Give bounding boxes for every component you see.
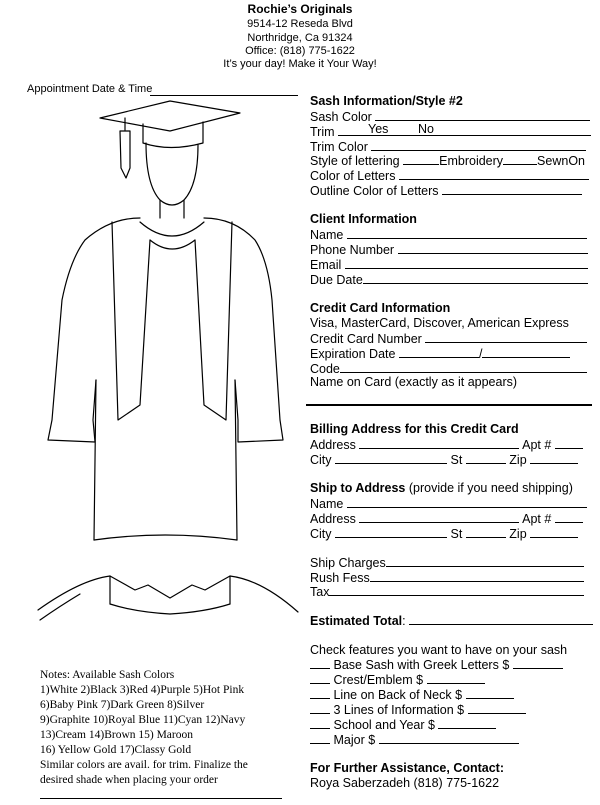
billing-zip-label: Zip (509, 453, 527, 467)
trim-color-line[interactable] (371, 139, 586, 151)
trim-color-label: Trim Color (310, 140, 368, 154)
feature-price-line[interactable] (379, 732, 519, 744)
feature-check-line[interactable] (310, 657, 330, 669)
appointment-label: Appointment Date & Time (27, 83, 153, 95)
ship-title-note: (provide if you need shipping) (405, 481, 573, 495)
feature-check-line[interactable] (310, 672, 330, 684)
business-phone: Office: (818) 775-1622 (245, 45, 355, 57)
ship-apt-label: Apt # (522, 512, 552, 526)
billing-apt-line[interactable] (555, 437, 583, 449)
style-lettering-field (310, 153, 585, 168)
billing-address-line[interactable] (359, 437, 519, 449)
ship-charges-field (310, 555, 584, 570)
expiration-label: Expiration Date (310, 347, 396, 361)
ship-city-label: City (310, 527, 332, 541)
feature-price-line[interactable] (513, 657, 563, 669)
feature-price-line[interactable] (466, 687, 514, 699)
name-on-card-label: Name on Card (exactly as it appears) (310, 375, 518, 389)
assistance-contact: Roya Saberzadeh (818) 775-1622 (310, 776, 500, 790)
trim-line[interactable] (338, 124, 591, 136)
billing-apt-label: Apt # (522, 438, 552, 452)
tax-line[interactable] (329, 584, 584, 596)
notes-line-5: 16) Yellow Gold 17)Classy Gold (40, 744, 192, 756)
trim-field (310, 124, 591, 139)
feature-item (310, 687, 514, 702)
rush-fees-line[interactable] (370, 570, 584, 582)
graduation-gown-illustration (0, 96, 300, 666)
due-date-field (310, 272, 588, 287)
feature-label: Line on Back of Neck $ (333, 688, 463, 702)
ship-title-row (310, 481, 573, 495)
due-date-label: Due Date (310, 273, 363, 287)
ship-name-line[interactable] (347, 496, 587, 508)
embroidery-check-line[interactable] (403, 153, 439, 165)
feature-item (310, 657, 563, 672)
ship-title: Ship to Address (310, 481, 406, 495)
expiration-slash: / (478, 347, 483, 361)
ship-charges-label: Ship Charges (310, 556, 386, 570)
ship-name-field (310, 496, 587, 511)
business-street: 9514-12 Reseda Blvd (247, 18, 353, 30)
feature-check-line[interactable] (310, 687, 330, 699)
code-line[interactable] (340, 361, 587, 373)
rush-fees-label: Rush Fess (310, 571, 370, 585)
feature-check-line[interactable] (310, 732, 330, 744)
ship-zip-line[interactable] (530, 526, 578, 538)
estimated-total-label: Estimated Total (310, 614, 403, 628)
feature-price-line[interactable] (438, 717, 496, 729)
email-line[interactable] (345, 257, 588, 269)
card-number-field (310, 331, 587, 346)
client-name-label: Name (310, 228, 344, 242)
trim-color-field (310, 139, 586, 154)
sash-color-label: Sash Color (310, 110, 372, 124)
ship-address-line[interactable] (359, 511, 519, 523)
estimated-total-field (310, 613, 593, 628)
feature-label: School and Year $ (333, 718, 435, 732)
section-divider (306, 404, 592, 406)
features-intro: Check features you want to have on your sash (310, 643, 568, 657)
ship-address-field (310, 511, 583, 526)
feature-item (310, 672, 485, 687)
rush-fees-field (310, 570, 584, 585)
feature-price-line[interactable] (427, 672, 485, 684)
sash-color-line[interactable] (375, 109, 590, 121)
notes-line-1: 1)White 2)Black 3)Red 4)Purple 5)Hot Pink (40, 684, 245, 696)
accepted-cards: Visa, MasterCard, Discover, American Express (310, 316, 569, 330)
client-info-title: Client Information (310, 212, 417, 226)
feature-label: Crest/Emblem $ (333, 673, 424, 687)
estimated-total-line[interactable] (409, 613, 593, 625)
billing-address-field (310, 437, 583, 452)
trim-yes[interactable]: Yes (368, 122, 389, 136)
notes-line-2: 6)Baby Pink 7)Dark Green 8)Silver (40, 699, 205, 711)
code-label: Code (310, 362, 340, 376)
ship-st-line[interactable] (466, 526, 506, 538)
ship-st-label: St (450, 527, 463, 541)
card-number-line[interactable] (425, 331, 587, 343)
sewnon-option: SewnOn (537, 154, 585, 168)
ship-charges-line[interactable] (386, 555, 584, 567)
feature-label: 3 Lines of Information $ (333, 703, 465, 717)
ship-city-line[interactable] (335, 526, 447, 538)
due-date-line[interactable] (363, 272, 588, 284)
embroidery-option: Embroidery (439, 154, 504, 168)
notes-line-4: 13)Cream 14)Brown 15) Maroon (40, 729, 193, 741)
billing-address-label: Address (310, 438, 356, 452)
expiration-month-line[interactable] (399, 346, 479, 358)
billing-city-label: City (310, 453, 332, 467)
phone-field (310, 242, 588, 257)
assistance-title: For Further Assistance, Contact: (310, 761, 505, 775)
outline-color-line[interactable] (442, 183, 582, 195)
feature-item (310, 702, 526, 717)
business-city: Northridge, Ca 91324 (247, 32, 353, 44)
ship-zip-label: Zip (509, 527, 527, 541)
billing-title: Billing Address for this Credit Card (310, 422, 519, 436)
billing-zip-line[interactable] (530, 452, 578, 464)
email-label: Email (310, 258, 342, 272)
billing-st-label: St (450, 453, 463, 467)
color-letters-field (310, 168, 589, 183)
business-name: Rochie’s Originals (247, 2, 353, 16)
email-field (310, 257, 588, 272)
client-name-field (310, 227, 587, 242)
outline-color-field (310, 183, 582, 198)
notes-line-3: 9)Graphite 10)Royal Blue 11)Cyan 12)Navy (40, 714, 246, 726)
outline-color-label: Outline Color of Letters (310, 184, 439, 198)
feature-label: Major $ (333, 733, 376, 747)
feature-item (310, 717, 496, 732)
notes-line-0: Notes: Available Sash Colors (40, 669, 175, 681)
feature-check-line[interactable] (310, 702, 330, 714)
business-slogan: It’s your day! Make it Your Way! (223, 58, 377, 70)
color-letters-label: Color of Letters (310, 169, 396, 183)
tax-field (310, 584, 584, 599)
color-letters-line[interactable] (399, 168, 589, 180)
trim-label: Trim (310, 125, 335, 139)
billing-city-field (310, 452, 578, 467)
credit-card-title: Credit Card Information (310, 301, 451, 315)
ship-address-label: Address (310, 512, 356, 526)
sash-color-field (310, 109, 590, 124)
notes-line-7: desired shade when placing your order (40, 774, 218, 786)
expiration-field (310, 346, 570, 361)
code-field (310, 361, 587, 376)
notes-line-6: Similar colors are avail. for trim. Finalize the (40, 759, 248, 771)
sash-info-title: Sash Information/Style #2 (310, 94, 463, 108)
feature-label: Base Sash with Greek Letters $ (333, 658, 510, 672)
feature-price-line[interactable] (468, 702, 526, 714)
client-name-line[interactable] (347, 227, 587, 239)
phone-label: Phone Number (310, 243, 395, 257)
estimated-total-colon: : (402, 614, 406, 628)
feature-check-line[interactable] (310, 717, 330, 729)
ship-name-label: Name (310, 497, 344, 511)
billing-city-line[interactable] (335, 452, 447, 464)
trim-no[interactable]: No (418, 122, 434, 136)
tax-label: Tax (310, 585, 330, 599)
card-number-label: Credit Card Number (310, 332, 422, 346)
ship-city-field (310, 526, 578, 541)
sewnon-check-line[interactable] (503, 153, 537, 165)
phone-line[interactable] (398, 242, 588, 254)
ship-apt-line[interactable] (555, 511, 583, 523)
expiration-year-line[interactable] (482, 346, 570, 358)
billing-st-line[interactable] (466, 452, 506, 464)
feature-item (310, 732, 519, 747)
notes-bottom-line (40, 798, 282, 799)
style-lettering-label: Style of lettering (310, 154, 400, 168)
